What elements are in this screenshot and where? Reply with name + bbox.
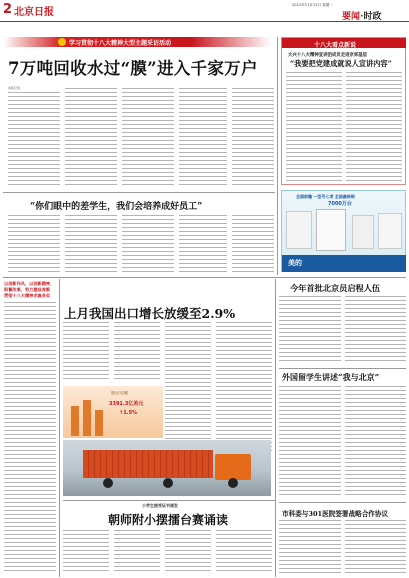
top-story-col-3 — [122, 88, 174, 188]
sidebar-headline-line-3: 贯彻十八大精神求真务实 — [4, 293, 51, 298]
right-story-1-col-2 — [345, 296, 406, 364]
right-story-2-col-2 — [345, 386, 406, 498]
banner-text: 学习贯彻十八大精神大型主题采访活动 — [69, 40, 172, 47]
congress-col-1 — [286, 72, 342, 182]
export-col-1 — [63, 322, 109, 382]
right-headline-1: 今年首批北京员启程人伍 — [290, 283, 381, 293]
date-line: 2012年11月12日 星期一 — [292, 3, 333, 7]
sidebar-headline-line-1: 以创新作风，以创新精神， — [4, 281, 55, 286]
story2-col-4 — [179, 215, 227, 273]
export-chart-bar-3 — [95, 410, 103, 436]
story2-col-2 — [65, 215, 117, 273]
export-chart — [63, 386, 163, 438]
section-separator: · — [360, 12, 364, 22]
right-story-3-col-2 — [345, 520, 406, 574]
congress-header — [282, 38, 406, 48]
story2-col-5 — [232, 215, 274, 273]
advertisement — [281, 190, 406, 272]
ad-sub: 7000万台 — [328, 201, 352, 207]
children-col-1 — [63, 530, 109, 574]
truck-photo — [63, 440, 271, 496]
right-headline-2: 外国留学生讲述“我与北京” — [282, 372, 380, 382]
masthead — [0, 0, 409, 22]
congress-headline-2: “我要把党建成就说人宣讲内容” — [290, 59, 392, 68]
truck-wheel-2 — [163, 478, 173, 488]
children-col-3 — [165, 530, 211, 574]
export-chart-bar-2 — [83, 400, 91, 436]
export-headline: 上月我国出口增长放缓至2.9% — [64, 306, 236, 321]
ad-product-image-2 — [316, 209, 346, 251]
sidebar-story-body — [4, 302, 56, 574]
congress-col-2 — [346, 72, 402, 182]
ad-product-image-4 — [378, 213, 402, 249]
section-tag — [342, 9, 381, 22]
truck-cab — [215, 454, 251, 480]
right-story-2-col-1 — [279, 386, 341, 498]
ad-brand: 美的 — [288, 259, 302, 267]
top-story-headline: 7万吨回收水过“膜”进入千家万户 — [8, 59, 258, 78]
children-col-2 — [114, 530, 160, 574]
children-col-4 — [216, 530, 272, 574]
top-story-col-1 — [8, 92, 60, 188]
paper-name: 北京日报 — [14, 7, 54, 18]
ad-product-image — [286, 211, 312, 249]
truck-wheel-3 — [228, 478, 238, 488]
sidebar-story-headline — [4, 281, 56, 299]
section-name: 要闻 — [342, 12, 361, 22]
export-chart-big-value: 3391.3亿美元 — [109, 401, 144, 407]
export-col-3 — [165, 322, 211, 452]
export-chart-bar-1 — [71, 406, 79, 436]
export-col-2 — [114, 322, 160, 382]
party-emblem-icon — [58, 38, 66, 46]
section-sub: 时政 — [363, 12, 382, 22]
top-story-col-5 — [232, 88, 274, 188]
truck-container — [83, 450, 213, 478]
story2-col-1 — [8, 215, 60, 273]
top-story-col-4 — [179, 88, 227, 188]
story2-headline: “你们眼中的差学生，我们会培养成好员工” — [30, 202, 203, 212]
top-story-col-2 — [65, 88, 117, 188]
page-number: 2 — [3, 2, 13, 17]
export-col-4 — [216, 322, 272, 452]
top-story-kicker: 本报记者 — [8, 86, 21, 90]
ad-headline: 全国前瞻 一型号七项 全国最畅销 — [296, 194, 355, 199]
congress-box — [281, 37, 406, 185]
congress-header-text: 十八大看点新说 — [314, 41, 357, 49]
sidebar-headline-line-2: 积蓄改革，努力建设首都 — [4, 287, 51, 292]
export-chart-caption: 进出口总额 — [111, 391, 128, 395]
story2-col-3 — [122, 215, 174, 273]
children-kicker: 小学生接受证书颁发 — [142, 503, 178, 508]
top-banner — [3, 37, 271, 47]
right-story-1-col-1 — [279, 296, 341, 364]
congress-headline-1: 大兴十八大精神宣讲团成员走进京郊基层 — [288, 53, 368, 58]
truck-wheel-1 — [103, 478, 113, 488]
ad-product-image-3 — [352, 215, 374, 249]
export-chart-growth: ↑1.5% — [119, 410, 138, 416]
children-headline: 朝师附小摆擂台赛诵读 — [108, 513, 229, 527]
right-story-3-col-1 — [279, 520, 341, 574]
right-headline-3: 市科委与301医院签署战略合作协议 — [282, 510, 389, 518]
